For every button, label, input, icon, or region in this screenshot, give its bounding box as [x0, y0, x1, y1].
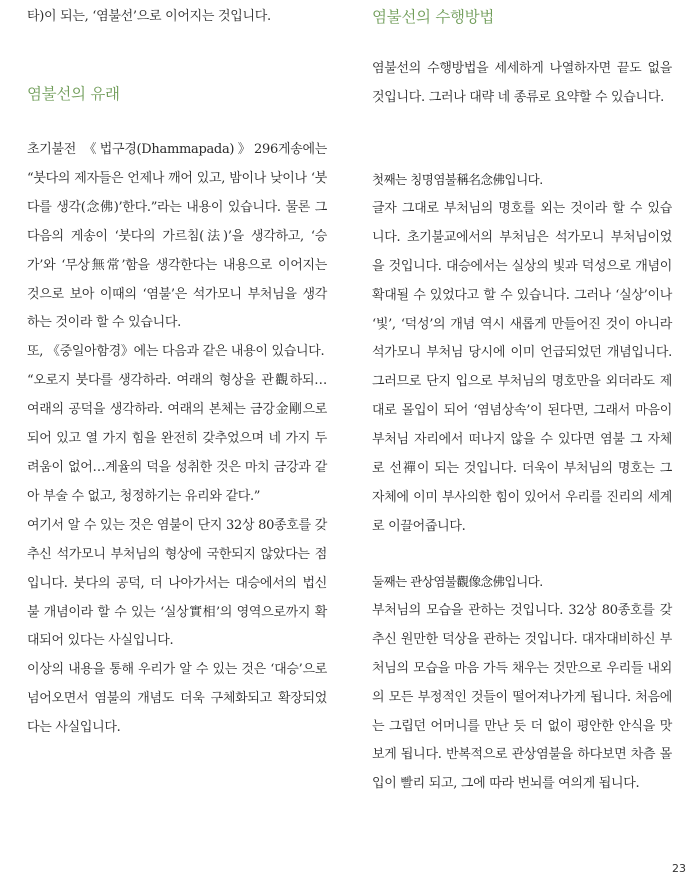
- paragraph: 여기서 알 수 있는 것은 염불이 단지 32상 80종호를 갖추신 석가모니 부처님의 형상에 국한되지 않았다는 점입니다. 붓다의 공덕, 더 나아가서는 대승에서의 법신불 개념이라 할 수 있는 ‘실상實相’의 영역으로까지 확대되어 있다는 사실입니다.: [27, 517, 327, 649]
- page-number: 23: [672, 862, 686, 875]
- quote-paragraph: “오로지 붓다를 생각하라. 여래의 형상을 관觀하되… 여래의 공덕을 생각하라. 여래의 본체는 금강金剛으로 되어 있고 열 가지 힘을 완전히 갖추었으며 네 가지 두려움이 없어…계율의 덕을 성취한 것은 마치 금강과 같아 부술 수 없고, 청정하기는 유리와 같다.”: [27, 373, 327, 504]
- paragraph: 초기불전 《법구경(Dhammapada)》296게송에는 “붓다의 제자들은 언제나 깨어 있고, 밤이나 낮이나 ‘붓다를 생각(念佛)’한다.”라는 내용이 있습니다. 물론 그 다음의 게송이 ‘붓다의 가르침(法)’을 생각하고, ‘승가’와 ‘무상無常’함을 생각한다는 내용으로 이어지는 것으로 보아 이때의 ‘염불’은 석가모니 부처님을 생각하는 것이라 할 수 있습니다.: [27, 142, 327, 331]
- section-second: [372, 568, 672, 799]
- method-heading: 염불선의 수행방법: [372, 8, 495, 26]
- section-body: 글자 그대로 부처님의 명호를 외는 것이라 할 수 있습니다. 초기불교에서의 부처님은 석가모니 부처님이었을 것입니다. 대승에서는 실상의 빛과 덕성으로 개념이 확대될 수 있었다고 할 수 있습니다. 그러나 ‘실상’이나 ‘빛’, ‘덕성’의 개념 역시 새롭게 만들어진 것이 아니라 석가모니 부처님 당시에 이미 언급되었던 개념입니다. 그러므로 단지 입으로 부처님의 명호만을 외더라도 제대로 몰입이 되어 ‘염념상속’이 된다면, 그래서 마음이 부처님 자리에서 떠나지 않을 수 있다면 염불 그 자체로 선禪이 되는 것입니다. 더욱이 부처님의 명호는 그 자체에 이미 부사의한 힘이 있어서 우리를 진리의 세계로 이끌어줍니다.: [372, 200, 672, 534]
- section-title: 둘째는 관상염불觀像念佛입니다.: [372, 574, 543, 589]
- paragraph: 또, 《중일아함경》에는 다음과 같은 내용이 있습니다.: [27, 344, 325, 360]
- paragraph: 이상의 내용을 통해 우리가 알 수 있는 것은 ‘대승’으로 넘어오면서 염불의 개념도 더욱 구체화되고 확장되었다는 사실입니다.: [27, 662, 327, 736]
- origin-heading: 염불선의 유래: [27, 85, 120, 103]
- section-body: 부처님의 모습을 관하는 것입니다. 32상 80종호를 갖추신 원만한 덕상을 관하는 것입니다. 대자대비하신 부처님의 모습을 마음 가득 채우는 것만으로 우리들 내외의 모든 부정적인 것들이 떨어져나가게 됩니다. 처음에는 그립던 어머니를 만난 듯 더 없이 평안한 안식을 맛보게 됩니다. 반복적으로 관상염불을 하다보면 차츰 몰입이 빨리 되고, 그에 따라 번뇌를 여의게 됩니다.: [372, 602, 672, 792]
- origin-body: [27, 136, 327, 743]
- section-title: 첫째는 칭명염불稱名念佛입니다.: [372, 172, 543, 187]
- method-intro: 염불선의 수행방법을 세세하게 나열하자면 끝도 없을 것입니다. 그러나 대략 네 종류로 요약할 수 있습니다.: [372, 61, 672, 105]
- section-first: [372, 166, 672, 542]
- left-intro: 타)이 되는, ‘염불선’으로 이어지는 것입니다.: [27, 9, 271, 24]
